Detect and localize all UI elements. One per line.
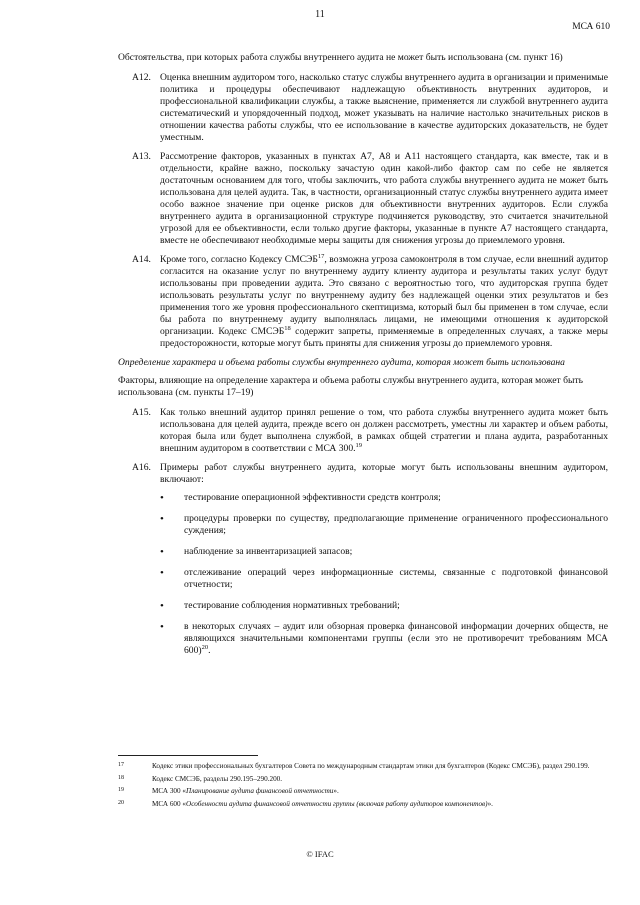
paragraph-number: A15. [132,407,151,418]
text-segment: . [208,645,211,656]
list-item-text [184,621,608,657]
footnote-divider [118,755,258,756]
footnote-number: 17 [118,762,124,768]
footnote-text: МСА 600 « [152,799,186,808]
list-item [118,513,608,537]
copyright: © IFAC [306,849,334,859]
intro-text: Обстоятельства, при которых работа службы внутреннего аудита не может быть использована (см. пункт 16) [118,52,563,63]
main-content [118,52,608,666]
list-item-text: тестирование операционной эффективности средств контроля; [184,492,441,503]
footnote-number: 20 [118,799,124,806]
footnote-ref-18: 18 [284,324,291,332]
footnote-ref-20: 20 [201,643,209,651]
text-segment: , возможна угроза самоконтроля в том случае, если внешний аудитор согласится на оказание услуг по внутреннему аудиту клиенту аудитора и результаты таких услуг будут использованы при проведении аудита. Это связано с вероятностью того, что аудиторская группа будет использовать результаты услуг по внутреннему аудиту без надлежащей оценки этих результатов и без применения того же уровня профессионального скептицизма, который был бы применен в том случае, если бы работа по внутреннему аудиту выполнялась лицами, не имеющими отношения к аудиторской организации. Кодекс СМСЭБ [160,254,608,337]
text-segment: содержит запреты, применяемые в определенных случаях, а также меры предосторожности, которые могут быть приняты для снижения угрозы до приемлемого уровня. [160,326,608,349]
bullet-icon: • [160,621,164,633]
paragraph-a16 [118,462,608,486]
footnote-20 [118,800,608,810]
section-intro: Факторы, влияющие на определение характера и объема работы службы внутреннего аудита, которая может быть использована (см. пункты 17–19) [118,375,584,398]
paragraph-text: Оценка внешним аудитором того, насколько статус службы внутреннего аудита в организации и применимые политика и процедуры обеспечивают надлежащую объективность внутренних аудиторов, и профессиональной квалификации службы, а также выяснение, применяется ли службой внутреннего аудита систематический и упорядоченный подход, может указывать на наличие настолько значительных рисков в отношении качества работы службы, что ее использование в качестве аудиторских доказательств, не будет уместным. [160,72,608,143]
paragraph-text [160,407,608,455]
footnote-number: 18 [118,774,124,781]
paragraph-a12 [118,72,608,144]
paragraph-a15 [118,407,608,455]
paragraph-number: A13. [132,151,151,162]
page-number: 11 [315,9,325,20]
bullet-icon: • [160,513,164,525]
paragraph-a14 [118,254,608,350]
list-item-text: наблюдение за инвентаризацией запасов; [184,546,353,557]
footnote-text: Кодекс этики профессиональных бухгалтеров Совета по международным стандартам этики для бухгалтеров (Кодекс СМСЭБ), раздел 290.199. [152,762,590,770]
paragraph-number: A12. [132,72,151,83]
footnote-18 [118,775,608,785]
bullet-icon: • [160,600,164,612]
paragraph-number: A16. [132,462,151,473]
examples-list [118,492,608,657]
list-item [118,621,608,657]
list-item [118,546,608,558]
footnote-19 [118,787,608,797]
bullet-icon: • [160,546,164,558]
paragraph-number: A14. [132,254,151,265]
footnote-text: МСА 300 « [152,787,186,795]
text-segment: Как только внешний аудитор принял решение о том, что работа службы внутреннего аудита может быть использована для целей аудита, прежде всего он должен рассмотреть, уместны ли характер и объем работы, которая была или будет выполнена службой, в рамках общей стратегии и плана аудита, разработанных внешним аудитором в соответствии с МСА 300. [160,407,608,454]
list-item-text: процедуры проверки по существу, предполагающие применение ограниченного профессионального суждения; [184,513,608,536]
list-item [118,567,608,591]
footnote-17 [118,762,608,772]
footnote-title: Планирование аудита финансовой отчетности [186,787,334,795]
list-item [118,492,608,504]
footnote-number: 19 [118,787,124,793]
paragraph-text: Рассмотрение факторов, указанных в пунктах А7, А8 и А11 настоящего стандарта, как вместе, так и в отдельности, крайне важно, поскольку зачастую один какой-либо фактор сам по себе не является достаточным основанием для того, чтобы заключить, что работа службы внутреннего аудита не может быть использована для целей аудита. Так, в частности, организационный статус службы внутреннего аудита имеет особо важное значение при оценке рисков для объективности внутренних аудиторов. Если служба внутреннего аудита в организационной структуре подчиняется руководству, это считается значительной угрозой для ее объективности, если только другие факторы, указанные в пункте А7 настоящего стандарта, вместе не обеспечивают необходимые меры защиты для снижения угрозы до приемлемого уровня. [160,151,608,246]
list-item-text: тестирование соблюдения нормативных требований; [184,600,400,611]
standard-label: МСА 610 [572,22,610,32]
paragraph-text [160,254,608,350]
list-item-text: отслеживание операций через информационные системы, связанные с подготовкой финансовой отчетности; [184,567,608,590]
footnote-ref-19: 19 [355,441,363,449]
list-item [118,600,608,612]
paragraph-text: Примеры работ службы внутреннего аудита, которые могут быть использованы внешним аудитором, включают: [160,462,608,485]
bullet-icon: • [160,492,164,504]
footnote-title: Особенности аудита финансовой отчетности группы (включая работу аудиторов компонентов) [186,799,488,808]
text-segment: в некоторых случаях – аудит или обзорная проверка финансовой информации дочерних обществ, не являющихся значительными компонентами группы (если это не противоречит требованиям МСА 600) [184,621,608,656]
section-heading: Определение характера и объема работы службы внутреннего аудита, которая может быть использована [118,357,565,368]
footnote-text: Кодекс СМСЭБ, разделы 290.195–290.200. [152,774,283,783]
footnotes [118,762,608,812]
paragraph-a13 [118,151,608,247]
text-segment: Кроме того, согласно Кодексу СМСЭБ [160,254,318,265]
footnote-ref-17: 17 [317,252,325,260]
footnote-tail: ». [333,787,339,795]
footnote-tail: ». [487,799,493,808]
bullet-icon: • [160,567,164,579]
